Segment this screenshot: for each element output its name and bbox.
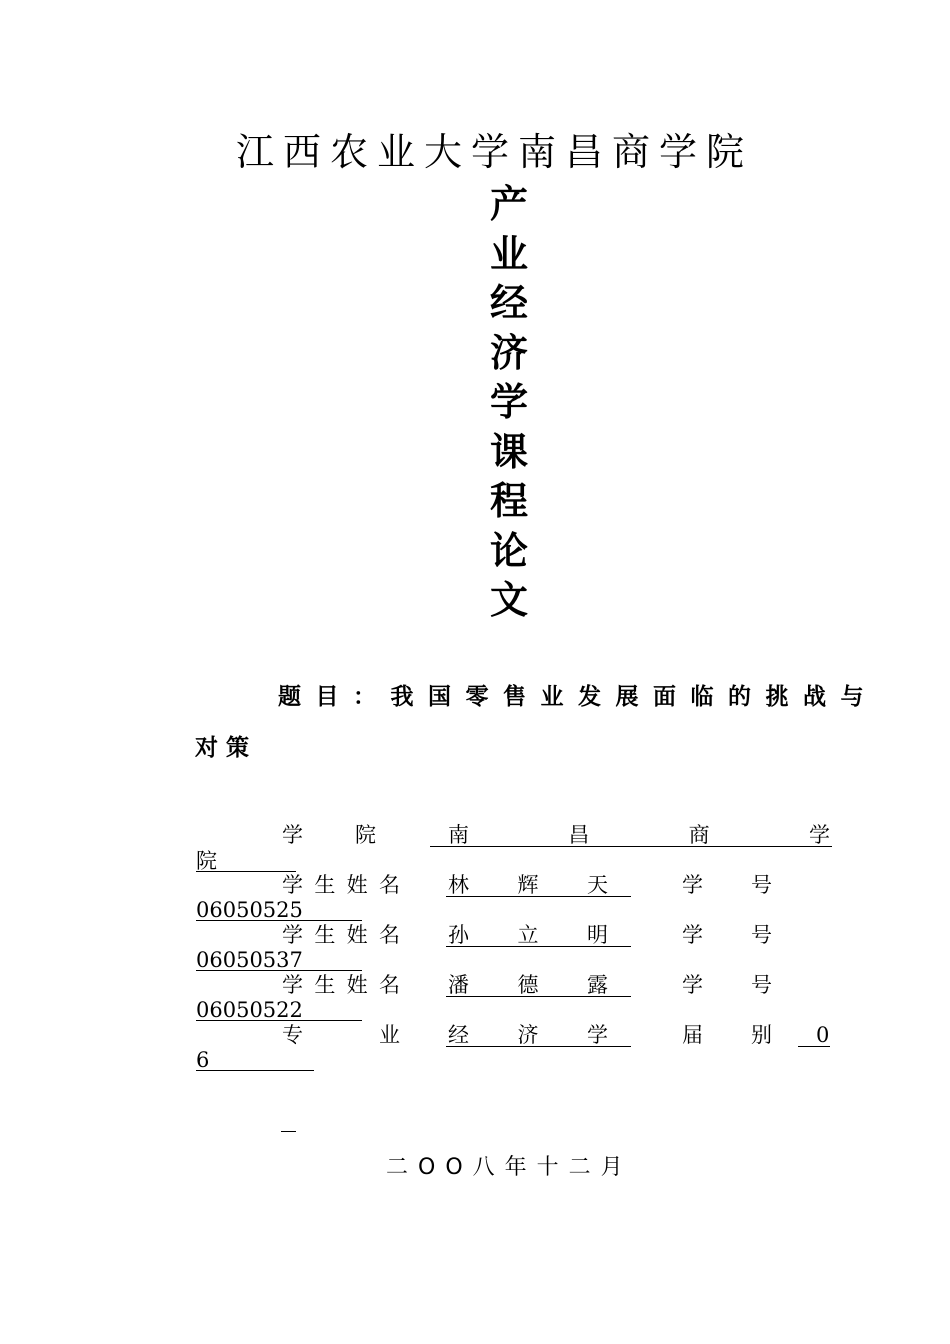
grade-wrap-underline [196, 1070, 314, 1071]
student-1-id: 06050525 [196, 898, 303, 922]
student-2-name: 孙 立 明 [448, 923, 608, 947]
underscore-mark [281, 1131, 296, 1132]
student-3-id-underline [196, 1020, 362, 1021]
college-wrap-underline [196, 871, 296, 872]
student-2-label: 学 生 姓 名 [282, 923, 400, 947]
date: 二OO八年十二月 [386, 1155, 633, 1180]
student-1-name: 林 辉 天 [448, 873, 608, 897]
student-2-id-underline [196, 970, 362, 971]
college-value-wrap: 院 [196, 849, 217, 873]
student-2-id: 06050537 [196, 948, 303, 972]
document-type-title: 产业经济学课程论文 [489, 182, 528, 622]
major-label: 专 业 [282, 1023, 400, 1047]
college-underline [430, 846, 832, 847]
grade-underline [798, 1046, 830, 1047]
major-value: 经 济 学 [448, 1023, 608, 1047]
student-1-id-label: 学 号 [682, 873, 772, 897]
major-underline [446, 1046, 631, 1047]
student-1-name-underline [446, 896, 631, 897]
student-2-name-underline [446, 946, 631, 947]
student-1-id-underline [196, 920, 362, 921]
topic-line-1: 题目：我国零售业发展面临的挑战与 [278, 684, 878, 710]
student-3-name: 潘 德 露 [448, 973, 608, 997]
college-value: 南 昌 商 学 [448, 823, 830, 847]
topic-line-2: 对策 [195, 735, 257, 761]
student-1-label: 学 生 姓 名 [282, 873, 400, 897]
college-label: 学 院 [282, 823, 376, 847]
student-2-id-label: 学 号 [682, 923, 772, 947]
grade-label: 届 别 [682, 1023, 772, 1047]
student-3-label: 学 生 姓 名 [282, 973, 400, 997]
student-3-id-label: 学 号 [682, 973, 772, 997]
grade-value-wrap: 6 [196, 1048, 210, 1072]
grade-value: 0 [816, 1023, 830, 1047]
university-name: 江西农业大学南昌商学院 [236, 130, 754, 174]
student-3-id: 06050522 [196, 998, 303, 1022]
student-3-name-underline [446, 996, 631, 997]
